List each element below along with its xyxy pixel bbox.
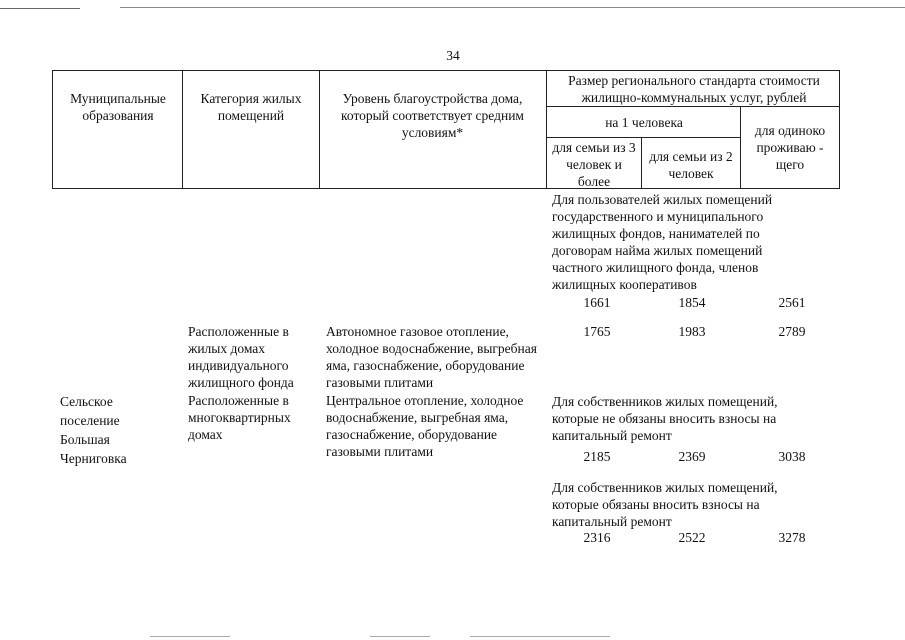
scan-edge-bottom-1	[150, 636, 230, 637]
row1-category: Расположенные в жилых домах индивидуального жилищного фонда	[188, 324, 294, 390]
row1-value-single: 2789	[778, 324, 806, 339]
col-divider-4	[641, 137, 642, 189]
header-top-border	[52, 70, 840, 71]
section2-value-family2: 2369	[678, 449, 706, 464]
scan-edge-bottom-3	[470, 636, 610, 637]
section1-value-family3: 1661	[583, 295, 611, 310]
header-bottom-border	[52, 188, 840, 189]
col-divider-1	[182, 70, 183, 189]
municipality-name: Сельское поселение Большая Черниговка	[60, 394, 127, 466]
section3-heading: Для собственников жилых помещений, которые обязаны вносить взносы на капитальный ремонт	[552, 480, 778, 529]
section3-value-family2: 2522	[678, 530, 706, 545]
section1-value-family2: 1854	[678, 295, 706, 310]
section2-value-family3: 2185	[583, 449, 611, 464]
row2-level: Центральное отопление, холодное водоснабжение, выгребная яма, газоснабжение, оборудование газовыми плитами	[326, 393, 524, 459]
header-right-border	[839, 70, 840, 189]
row1-level: Автономное газовое отопление, холодное водоснабжение, выгребная яма, газоснабжение, оборудование газовыми плитами	[326, 324, 537, 390]
group-divider	[546, 106, 840, 107]
section3-value-single: 3278	[778, 530, 806, 545]
subgroup-divider	[546, 137, 740, 138]
row2-category: Расположенные в многоквартирных домах	[188, 393, 291, 442]
header-left-border	[52, 70, 53, 189]
col-divider-2	[319, 70, 320, 189]
header-municipality: Муниципальные образования	[70, 91, 166, 123]
header-family-2: для семьи из 2 человек	[649, 149, 733, 181]
header-level: Уровень благоустройства дома, который соответствует средним условиям*	[341, 91, 524, 140]
scan-edge-top-right	[120, 7, 905, 8]
col-divider-5	[740, 106, 741, 189]
header-per-person: на 1 человека	[605, 115, 683, 130]
header-standard-size: Размер регионального стандарта стоимости жилищно-коммунальных услуг, рублей	[568, 73, 820, 105]
section2-heading: Для собственников жилых помещений, которые не обязаны вносить взносы на капитальный ремонт	[552, 394, 778, 443]
section1-value-single: 2561	[778, 295, 806, 310]
col-divider-3	[546, 70, 547, 189]
header-single: для одиноко проживаю - щего	[754, 123, 826, 172]
row1-value-family2: 1983	[678, 324, 706, 339]
header-category: Категория жилых помещений	[200, 91, 302, 123]
scan-edge-top-left	[0, 8, 80, 9]
scan-edge-bottom-2	[370, 636, 430, 637]
page-number: 34	[446, 48, 460, 63]
row1-value-family3: 1765	[583, 324, 611, 339]
header-family-3: для семьи из 3 человек и более	[552, 140, 636, 189]
section3-value-family3: 2316	[583, 530, 611, 545]
section2-value-single: 3038	[778, 449, 806, 464]
section1-heading: Для пользователей жилых помещений государственного и муниципального жилищных фондов, нанимателей по договорам найма жилых помещений частного жилищного фонда, членов жилищных кооперативов	[552, 192, 773, 292]
